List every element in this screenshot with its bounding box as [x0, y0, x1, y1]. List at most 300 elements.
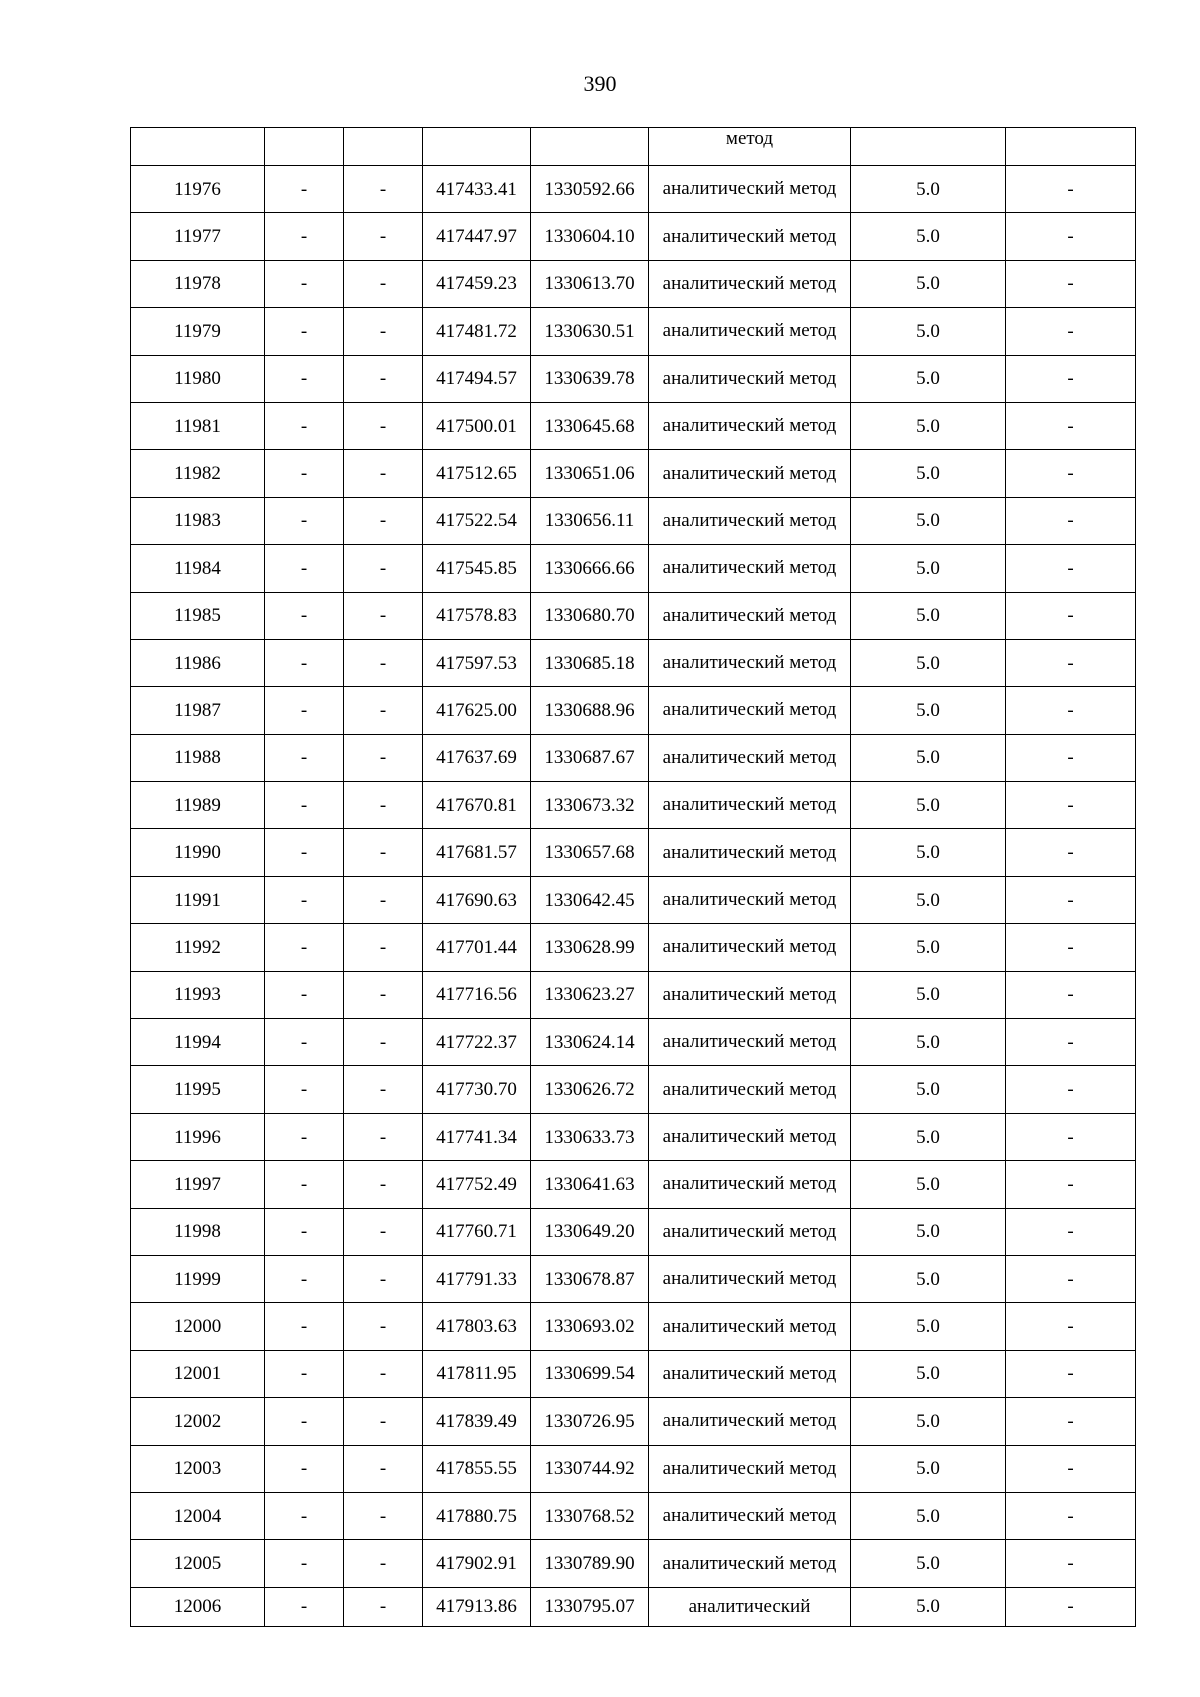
coordinates-table — [130, 127, 1136, 1627]
y-coordinate-cell: 1330744.92 — [531, 1445, 649, 1492]
point-number-cell: 11991 — [131, 876, 265, 923]
y-coordinate-cell: 1330768.52 — [531, 1492, 649, 1539]
x-coordinate-cell: 417839.49 — [423, 1398, 531, 1445]
dash-cell: - — [265, 639, 344, 686]
dash-cell: - — [1006, 1492, 1136, 1539]
table-row — [131, 260, 1136, 307]
dash-cell: - — [1006, 876, 1136, 923]
table-row — [131, 1350, 1136, 1397]
method-text: аналитический метод — [662, 1220, 837, 1242]
y-coordinate-cell: 1330680.70 — [531, 592, 649, 639]
accuracy-cell: 5.0 — [851, 1208, 1006, 1255]
empty-cell — [344, 128, 423, 166]
dash-cell: - — [1006, 1587, 1136, 1626]
method-cell — [649, 1208, 851, 1255]
table-row — [131, 639, 1136, 686]
x-coordinate-cell: 417752.49 — [423, 1161, 531, 1208]
dash-cell: - — [1006, 497, 1136, 544]
method-text: аналитический метод — [662, 794, 837, 816]
dash-cell: - — [265, 1445, 344, 1492]
method-cell — [649, 782, 851, 829]
table-row — [131, 545, 1136, 592]
accuracy-cell: 5.0 — [851, 876, 1006, 923]
dash-cell: - — [344, 355, 423, 402]
y-coordinate-cell: 1330656.11 — [531, 497, 649, 544]
point-number-cell: 11996 — [131, 1113, 265, 1160]
dash-cell: - — [265, 1303, 344, 1350]
dash-cell: - — [344, 876, 423, 923]
dash-cell: - — [1006, 1255, 1136, 1302]
table-row — [131, 924, 1136, 971]
dash-cell: - — [344, 971, 423, 1018]
accuracy-cell: 5.0 — [851, 1398, 1006, 1445]
dash-cell: - — [1006, 260, 1136, 307]
method-text: аналитический метод — [662, 367, 837, 389]
point-number-cell: 12001 — [131, 1350, 265, 1397]
dash-cell: - — [1006, 1208, 1136, 1255]
point-number-cell: 11998 — [131, 1208, 265, 1255]
method-text: аналитический метод — [662, 1126, 837, 1147]
method-cell — [649, 1019, 851, 1066]
method-cell — [649, 260, 851, 307]
y-coordinate-cell: 1330630.51 — [531, 308, 649, 355]
y-coordinate-cell: 1330633.73 — [531, 1113, 649, 1160]
accuracy-cell: 5.0 — [851, 971, 1006, 1018]
table-row — [131, 402, 1136, 449]
dash-cell: - — [265, 1492, 344, 1539]
empty-cell — [531, 128, 649, 166]
x-coordinate-cell: 417625.00 — [423, 687, 531, 734]
dash-cell: - — [1006, 592, 1136, 639]
dash-cell: - — [265, 734, 344, 781]
method-cell — [649, 355, 851, 402]
point-number-cell: 11988 — [131, 734, 265, 781]
method-cell — [649, 687, 851, 734]
x-coordinate-cell: 417578.83 — [423, 592, 531, 639]
x-coordinate-cell: 417433.41 — [423, 166, 531, 213]
dash-cell: - — [265, 1398, 344, 1445]
method-text: аналитический метод — [662, 178, 837, 200]
point-number-cell: 11997 — [131, 1161, 265, 1208]
accuracy-cell: 5.0 — [851, 308, 1006, 355]
table-row — [131, 213, 1136, 260]
x-coordinate-cell: 417803.63 — [423, 1303, 531, 1350]
dash-cell: - — [1006, 639, 1136, 686]
accuracy-cell: 5.0 — [851, 545, 1006, 592]
y-coordinate-cell: 1330623.27 — [531, 971, 649, 1018]
dash-cell: - — [344, 1350, 423, 1397]
y-coordinate-cell: 1330626.72 — [531, 1066, 649, 1113]
method-cell: метод — [649, 128, 851, 166]
dash-cell: - — [265, 497, 344, 544]
y-coordinate-cell: 1330645.68 — [531, 402, 649, 449]
x-coordinate-cell: 417722.37 — [423, 1019, 531, 1066]
table-row — [131, 1398, 1136, 1445]
dash-cell: - — [1006, 734, 1136, 781]
dash-cell: - — [344, 545, 423, 592]
accuracy-cell: 5.0 — [851, 1350, 1006, 1397]
dash-cell: - — [265, 213, 344, 260]
dash-cell: - — [1006, 1161, 1136, 1208]
method-text: аналитический метод — [662, 1457, 837, 1479]
dash-cell: - — [1006, 782, 1136, 829]
dash-cell: - — [344, 687, 423, 734]
dash-cell: - — [265, 1350, 344, 1397]
method-cell — [649, 1445, 851, 1492]
table-row — [131, 355, 1136, 402]
table-row — [131, 450, 1136, 497]
x-coordinate-cell: 417811.95 — [423, 1350, 531, 1397]
x-coordinate-cell: 417500.01 — [423, 402, 531, 449]
method-text: аналитический метод — [662, 462, 837, 484]
method-cell — [649, 1398, 851, 1445]
method-cell — [649, 639, 851, 686]
dash-cell: - — [265, 1255, 344, 1302]
table-row — [131, 1540, 1136, 1587]
method-text: аналитический метод — [662, 841, 837, 863]
method-text: аналитический метод — [662, 1552, 837, 1574]
dash-cell: - — [1006, 166, 1136, 213]
y-coordinate-cell: 1330657.68 — [531, 829, 649, 876]
x-coordinate-cell: 417716.56 — [423, 971, 531, 1018]
method-cell — [649, 1113, 851, 1160]
dash-cell: - — [344, 1161, 423, 1208]
method-text: аналитический — [688, 1595, 811, 1617]
dash-cell: - — [344, 592, 423, 639]
y-coordinate-cell: 1330726.95 — [531, 1398, 649, 1445]
accuracy-cell: 5.0 — [851, 1019, 1006, 1066]
y-coordinate-cell: 1330688.96 — [531, 687, 649, 734]
dash-cell: - — [1006, 924, 1136, 971]
point-number-cell: 11995 — [131, 1066, 265, 1113]
table-row — [131, 687, 1136, 734]
method-text: аналитический метод — [662, 509, 837, 531]
y-coordinate-cell: 1330641.63 — [531, 1161, 649, 1208]
dash-cell: - — [265, 355, 344, 402]
accuracy-cell: 5.0 — [851, 1303, 1006, 1350]
y-coordinate-cell: 1330642.45 — [531, 876, 649, 923]
dash-cell: - — [1006, 687, 1136, 734]
point-number-cell: 11992 — [131, 924, 265, 971]
table-row — [131, 876, 1136, 923]
point-number-cell: 12003 — [131, 1445, 265, 1492]
point-number-cell: 11982 — [131, 450, 265, 497]
dash-cell: - — [344, 213, 423, 260]
dash-cell: - — [265, 1540, 344, 1587]
x-coordinate-cell: 417597.53 — [423, 639, 531, 686]
dash-cell: - — [265, 166, 344, 213]
table-row — [131, 1587, 1136, 1626]
x-coordinate-cell: 417855.55 — [423, 1445, 531, 1492]
x-coordinate-cell: 417522.54 — [423, 497, 531, 544]
x-coordinate-cell: 417494.57 — [423, 355, 531, 402]
dash-cell: - — [265, 1161, 344, 1208]
y-coordinate-cell: 1330639.78 — [531, 355, 649, 402]
dash-cell: - — [1006, 355, 1136, 402]
dash-cell: - — [1006, 402, 1136, 449]
x-coordinate-cell: 417701.44 — [423, 924, 531, 971]
dash-cell: - — [265, 687, 344, 734]
dash-cell: - — [265, 876, 344, 923]
method-text: аналитический метод — [662, 936, 837, 958]
dash-cell: - — [344, 1255, 423, 1302]
point-number-cell: 12004 — [131, 1492, 265, 1539]
dash-cell: - — [1006, 829, 1136, 876]
table-row — [131, 1161, 1136, 1208]
dash-cell: - — [344, 1208, 423, 1255]
dash-cell: - — [265, 260, 344, 307]
table-row — [131, 1255, 1136, 1302]
accuracy-cell: 5.0 — [851, 1540, 1006, 1587]
y-coordinate-cell: 1330649.20 — [531, 1208, 649, 1255]
point-number-cell: 11984 — [131, 545, 265, 592]
dash-cell: - — [344, 1113, 423, 1160]
y-coordinate-cell: 1330651.06 — [531, 450, 649, 497]
page-number: 390 — [583, 71, 617, 96]
accuracy-cell: 5.0 — [851, 829, 1006, 876]
y-coordinate-cell: 1330678.87 — [531, 1255, 649, 1302]
method-text: аналитический метод — [662, 652, 837, 674]
y-coordinate-cell: 1330666.66 — [531, 545, 649, 592]
dash-cell: - — [265, 450, 344, 497]
method-cell — [649, 166, 851, 213]
x-coordinate-cell: 417760.71 — [423, 1208, 531, 1255]
point-number-cell: 11993 — [131, 971, 265, 1018]
point-number-cell: 11978 — [131, 260, 265, 307]
point-number-cell: 11999 — [131, 1255, 265, 1302]
table-row — [131, 971, 1136, 1018]
method-text: аналитический метод — [662, 699, 837, 721]
dash-cell: - — [265, 924, 344, 971]
table-row — [131, 1019, 1136, 1066]
method-cell — [649, 308, 851, 355]
method-text: аналитический метод — [662, 557, 837, 579]
accuracy-cell: 5.0 — [851, 1066, 1006, 1113]
accuracy-cell: 5.0 — [851, 1587, 1006, 1626]
accuracy-cell: 5.0 — [851, 1445, 1006, 1492]
point-number-cell: 12002 — [131, 1398, 265, 1445]
method-text: аналитический метод — [662, 320, 837, 342]
x-coordinate-cell: 417637.69 — [423, 734, 531, 781]
point-number-cell: 11986 — [131, 639, 265, 686]
method-cell — [649, 734, 851, 781]
table-row — [131, 829, 1136, 876]
method-text: аналитический метод — [662, 1268, 837, 1290]
dash-cell: - — [265, 592, 344, 639]
accuracy-cell: 5.0 — [851, 639, 1006, 686]
method-text: аналитический метод — [662, 1362, 837, 1384]
point-number-cell: 11987 — [131, 687, 265, 734]
point-number-cell: 12005 — [131, 1540, 265, 1587]
y-coordinate-cell: 1330604.10 — [531, 213, 649, 260]
x-coordinate-cell: 417681.57 — [423, 829, 531, 876]
dash-cell: - — [344, 639, 423, 686]
method-cell — [649, 829, 851, 876]
dash-cell: - — [1006, 1350, 1136, 1397]
point-number-cell: 11989 — [131, 782, 265, 829]
point-number-cell: 11979 — [131, 308, 265, 355]
dash-cell: - — [1006, 1019, 1136, 1066]
dash-cell: - — [265, 1066, 344, 1113]
method-text: аналитический метод — [662, 1315, 837, 1337]
x-coordinate-cell: 417545.85 — [423, 545, 531, 592]
accuracy-cell: 5.0 — [851, 355, 1006, 402]
point-number-cell: 11990 — [131, 829, 265, 876]
empty-cell — [851, 128, 1006, 166]
y-coordinate-cell: 1330699.54 — [531, 1350, 649, 1397]
point-number-cell: 12006 — [131, 1587, 265, 1626]
y-coordinate-cell: 1330628.99 — [531, 924, 649, 971]
y-coordinate-cell: 1330795.07 — [531, 1587, 649, 1626]
accuracy-cell: 5.0 — [851, 450, 1006, 497]
dash-cell: - — [344, 260, 423, 307]
table-row — [131, 308, 1136, 355]
dash-cell: - — [344, 497, 423, 544]
dash-cell: - — [265, 1113, 344, 1160]
method-cell — [649, 1066, 851, 1113]
accuracy-cell: 5.0 — [851, 1161, 1006, 1208]
x-coordinate-cell: 417913.86 — [423, 1587, 531, 1626]
dash-cell: - — [344, 1398, 423, 1445]
y-coordinate-cell: 1330613.70 — [531, 260, 649, 307]
dash-cell: - — [344, 1587, 423, 1626]
table-row — [131, 497, 1136, 544]
x-coordinate-cell: 417690.63 — [423, 876, 531, 923]
method-cell — [649, 402, 851, 449]
empty-cell — [1006, 128, 1136, 166]
x-coordinate-cell: 417512.65 — [423, 450, 531, 497]
table-body — [131, 128, 1136, 1627]
x-coordinate-cell: 417670.81 — [423, 782, 531, 829]
y-coordinate-cell: 1330693.02 — [531, 1303, 649, 1350]
x-coordinate-cell: 417481.72 — [423, 308, 531, 355]
method-text: аналитический метод — [662, 225, 837, 247]
dash-cell: - — [344, 924, 423, 971]
accuracy-cell: 5.0 — [851, 1255, 1006, 1302]
x-coordinate-cell: 417741.34 — [423, 1113, 531, 1160]
table-row — [131, 1066, 1136, 1113]
method-text: аналитический метод — [662, 746, 837, 768]
dash-cell: - — [344, 734, 423, 781]
table-row — [131, 782, 1136, 829]
dash-cell: - — [1006, 1445, 1136, 1492]
method-cell — [649, 1587, 851, 1626]
dash-cell: - — [1006, 1398, 1136, 1445]
point-number-cell: 11976 — [131, 166, 265, 213]
table-row — [131, 1113, 1136, 1160]
method-text: аналитический метод — [662, 1173, 837, 1195]
dash-cell: - — [265, 308, 344, 355]
method-text: аналитический метод — [662, 415, 837, 437]
y-coordinate-cell: 1330624.14 — [531, 1019, 649, 1066]
dash-cell: - — [265, 971, 344, 1018]
method-cell — [649, 545, 851, 592]
accuracy-cell: 5.0 — [851, 166, 1006, 213]
point-number-cell: 11980 — [131, 355, 265, 402]
dash-cell: - — [344, 829, 423, 876]
accuracy-cell: 5.0 — [851, 782, 1006, 829]
accuracy-cell: 5.0 — [851, 260, 1006, 307]
dash-cell: - — [344, 1540, 423, 1587]
method-text: аналитический метод — [662, 889, 837, 911]
accuracy-cell: 5.0 — [851, 402, 1006, 449]
point-number-cell: 12000 — [131, 1303, 265, 1350]
y-coordinate-cell: 1330673.32 — [531, 782, 649, 829]
method-text: аналитический метод — [662, 1078, 837, 1100]
dash-cell: - — [1006, 971, 1136, 1018]
dash-cell: - — [1006, 545, 1136, 592]
dash-cell: - — [1006, 1113, 1136, 1160]
x-coordinate-cell: 417447.97 — [423, 213, 531, 260]
dash-cell: - — [265, 1019, 344, 1066]
method-cell — [649, 497, 851, 544]
dash-cell: - — [1006, 1303, 1136, 1350]
method-cell — [649, 1303, 851, 1350]
point-number-cell: 11994 — [131, 1019, 265, 1066]
accuracy-cell: 5.0 — [851, 213, 1006, 260]
table-row — [131, 166, 1136, 213]
method-cell — [649, 1161, 851, 1208]
point-number-cell: 11981 — [131, 402, 265, 449]
dash-cell: - — [1006, 450, 1136, 497]
x-coordinate-cell: 417880.75 — [423, 1492, 531, 1539]
method-text: аналитический метод — [662, 1410, 837, 1432]
dash-cell: - — [344, 308, 423, 355]
table-row — [131, 1445, 1136, 1492]
method-cell — [649, 876, 851, 923]
accuracy-cell: 5.0 — [851, 734, 1006, 781]
accuracy-cell: 5.0 — [851, 687, 1006, 734]
method-cell — [649, 1492, 851, 1539]
method-cell — [649, 1350, 851, 1397]
x-coordinate-cell: 417902.91 — [423, 1540, 531, 1587]
accuracy-cell: 5.0 — [851, 1492, 1006, 1539]
x-coordinate-cell: 417730.70 — [423, 1066, 531, 1113]
dash-cell: - — [344, 402, 423, 449]
method-cell — [649, 1540, 851, 1587]
y-coordinate-cell: 1330592.66 — [531, 166, 649, 213]
y-coordinate-cell: 1330789.90 — [531, 1540, 649, 1587]
method-cell — [649, 450, 851, 497]
empty-cell — [423, 128, 531, 166]
dash-cell: - — [344, 1303, 423, 1350]
dash-cell: - — [265, 829, 344, 876]
point-number-cell: 11983 — [131, 497, 265, 544]
empty-cell — [131, 128, 265, 166]
dash-cell: - — [265, 1208, 344, 1255]
point-number-cell: 11977 — [131, 213, 265, 260]
dash-cell: - — [1006, 213, 1136, 260]
dash-cell: - — [265, 545, 344, 592]
table-row — [131, 1208, 1136, 1255]
dash-cell: - — [265, 402, 344, 449]
accuracy-cell: 5.0 — [851, 592, 1006, 639]
method-cell — [649, 971, 851, 1018]
dash-cell: - — [265, 782, 344, 829]
empty-cell — [265, 128, 344, 166]
table-row — [131, 592, 1136, 639]
x-coordinate-cell: 417791.33 — [423, 1255, 531, 1302]
method-text: аналитический метод — [662, 1505, 837, 1527]
dash-cell: - — [1006, 1540, 1136, 1587]
dash-cell: - — [344, 166, 423, 213]
table-row — [131, 734, 1136, 781]
y-coordinate-cell: 1330685.18 — [531, 639, 649, 686]
method-cell — [649, 1255, 851, 1302]
dash-cell: - — [1006, 1066, 1136, 1113]
dash-cell: - — [1006, 308, 1136, 355]
point-number-cell: 11985 — [131, 592, 265, 639]
